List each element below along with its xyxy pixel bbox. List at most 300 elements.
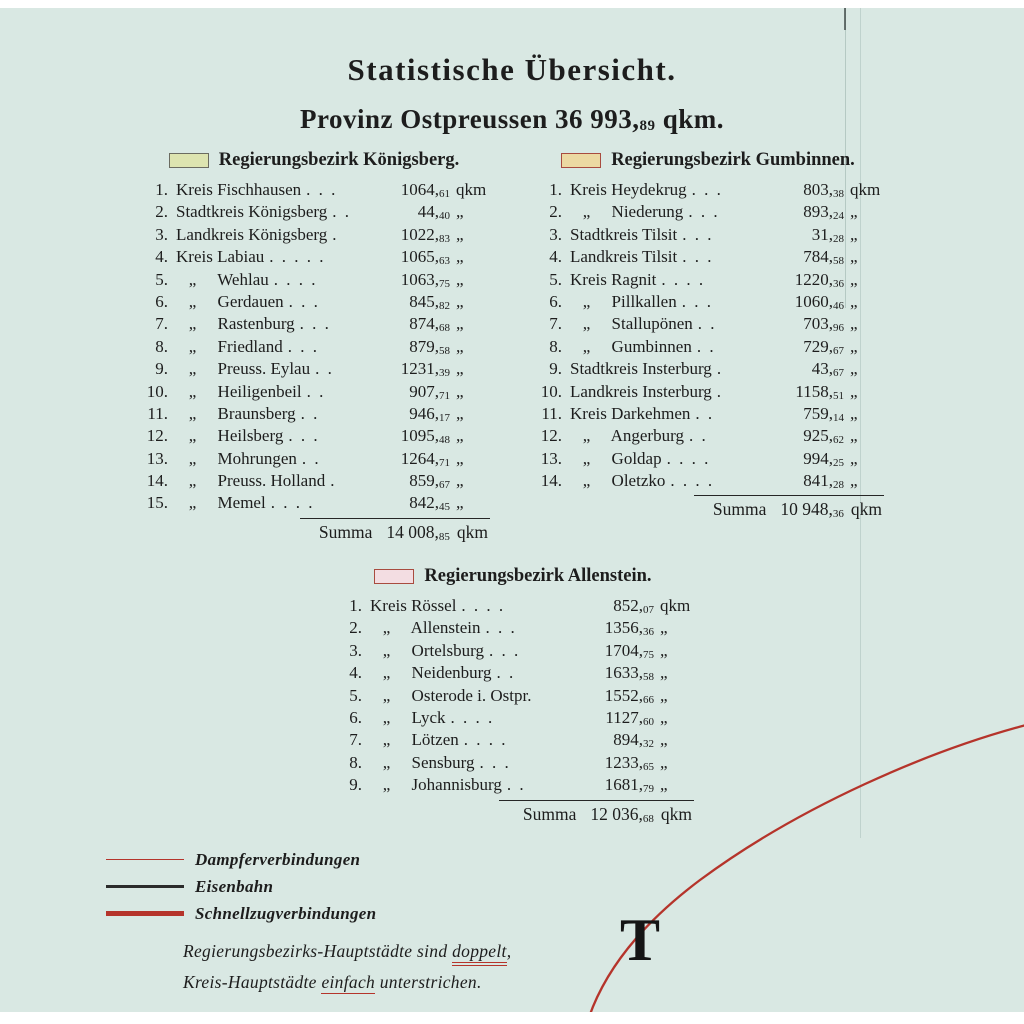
row-unit: „: [850, 336, 858, 356]
row-index: 2.: [155, 202, 168, 222]
row-name: Labiau: [217, 247, 265, 267]
row-unit: „: [660, 775, 668, 795]
row-index: 3.: [155, 224, 168, 244]
legend-label: Dampferverbindungen: [195, 849, 361, 869]
dot-leader: . .: [332, 202, 352, 222]
table-row: [138, 246, 490, 268]
row-index: 5.: [349, 685, 362, 705]
row-label: [570, 246, 772, 268]
table-row: [332, 617, 694, 639]
row-name: Sensburg: [411, 752, 475, 772]
row-area-value: 803,38: [803, 180, 844, 200]
row-label: [176, 224, 378, 246]
row-name: Heiligenbeil: [217, 381, 302, 401]
table-row: [532, 201, 884, 223]
table-row: [532, 179, 884, 201]
row-area-value: 43,67: [811, 359, 844, 380]
section-header-allenstein: [332, 566, 694, 587]
map-legend: [106, 846, 376, 927]
table-row: [138, 336, 490, 358]
row-index: 5.: [155, 269, 168, 289]
dot-leader: . . . .: [461, 596, 506, 615]
district-rows: [332, 595, 694, 797]
row-index: 9.: [349, 775, 362, 795]
row-area-value: 879,58: [409, 336, 450, 357]
row-name: Lötzen: [411, 730, 459, 750]
row-index: 1.: [155, 180, 168, 199]
section-header-gumbinnen: [532, 150, 884, 171]
row-prefix: „: [370, 618, 408, 638]
row-unit: „: [456, 471, 464, 491]
row-index: 6.: [349, 707, 362, 727]
row-index: 3.: [549, 224, 562, 244]
steamship-line-icon: [106, 859, 184, 861]
dot-leader: . . .: [488, 640, 521, 660]
row-name: Insterburg: [642, 359, 712, 379]
row-name: Stallupönen: [611, 314, 693, 334]
row-label: [176, 336, 378, 358]
table-row: [532, 336, 884, 358]
row-prefix: „: [176, 381, 214, 401]
summa-gumbinnen: [532, 495, 884, 520]
table-row: [532, 224, 884, 246]
row-index: 6.: [549, 291, 562, 311]
row-name: Lyck: [411, 707, 446, 727]
row-label: [370, 729, 582, 751]
table-row: [138, 492, 490, 514]
row-label: [370, 617, 582, 639]
row-index: 4.: [349, 663, 362, 683]
row-prefix: Kreis: [570, 403, 607, 423]
row-index: 8.: [155, 336, 168, 356]
row-index: 14.: [146, 471, 168, 491]
row-label: [570, 336, 772, 358]
table-row: [532, 425, 884, 447]
table-allenstein: [332, 566, 694, 825]
row-prefix: Kreis: [176, 180, 213, 199]
table-gumbinnen: [532, 150, 884, 520]
row-area-value: 1095,48: [400, 426, 450, 447]
row-prefix: Kreis: [370, 596, 407, 615]
row-unit: „: [660, 752, 668, 772]
dot-leader: . . .: [288, 291, 320, 311]
row-prefix: „: [570, 426, 608, 446]
row-area-value: 874,68: [409, 314, 450, 335]
row-label: [176, 291, 378, 313]
dot-leader: . .: [496, 663, 516, 683]
row-index: 3.: [349, 640, 362, 660]
dot-leader: . .: [688, 426, 708, 446]
table-row: [332, 707, 694, 729]
row-label: [370, 595, 582, 617]
row-area-value: 1060,46: [794, 291, 844, 312]
row-unit: „: [850, 403, 858, 423]
row-label: [176, 313, 378, 335]
dot-leader: .: [716, 381, 724, 401]
table-row: [138, 470, 490, 492]
dot-leader: . . . .: [450, 707, 495, 727]
row-label: [370, 685, 582, 707]
summa-text: Summa 12 036,68 qkm: [522, 803, 692, 825]
railway-line-icon: [106, 885, 184, 888]
row-prefix: „: [570, 291, 608, 311]
row-prefix: „: [370, 730, 408, 750]
row-label: [570, 269, 772, 291]
table-row: [138, 179, 490, 201]
row-name: Oletzko: [611, 471, 666, 491]
row-area-value: 946,17: [409, 403, 450, 424]
district-color-swatch: [561, 153, 601, 168]
row-name: Johannisburg: [411, 775, 502, 795]
row-unit: „: [660, 685, 668, 705]
row-label: [176, 358, 378, 380]
row-area-value: 1220,36: [794, 269, 844, 290]
row-label: [370, 662, 582, 684]
row-label: [370, 640, 582, 662]
table-row: [532, 403, 884, 425]
row-index: 15.: [146, 493, 168, 513]
row-label: [570, 358, 772, 380]
row-name: Ragnit: [611, 269, 657, 289]
row-unit: „: [456, 314, 464, 334]
row-unit: „: [456, 269, 464, 289]
row-label: [570, 470, 772, 492]
summa-rule: [300, 518, 490, 519]
table-koenigsberg: [138, 150, 490, 543]
row-area-value: 1633,58: [604, 663, 654, 684]
summa-text: Summa 14 008,85 qkm: [318, 521, 488, 543]
row-area-value: 893,24: [803, 202, 844, 223]
row-name: Heydekrug: [611, 180, 687, 199]
dot-leader: . . .: [682, 224, 714, 244]
row-index: 8.: [549, 336, 562, 356]
row-prefix: „: [370, 707, 408, 727]
row-label: [176, 492, 378, 514]
row-label: [570, 403, 772, 425]
row-area-value: 1233,65: [604, 752, 654, 773]
table-row: [332, 729, 694, 751]
row-area-value: 1065,63: [400, 247, 450, 268]
row-index: 4.: [155, 247, 168, 267]
page-title: Statistische Übersicht.: [347, 52, 677, 87]
legend-label: Eisenbahn: [195, 876, 274, 896]
table-row: [332, 640, 694, 662]
table-row: [532, 448, 884, 470]
row-unit: „: [660, 730, 668, 750]
row-area-value: 1681,79: [604, 775, 654, 796]
map-letter-t: T: [620, 907, 661, 973]
dot-leader: . . .: [287, 336, 319, 356]
dot-leader: . .: [506, 775, 526, 795]
dot-leader: .: [330, 471, 337, 491]
table-row: [138, 313, 490, 335]
row-unit: „: [850, 247, 858, 267]
subtitle-unit: qkm.: [662, 104, 725, 134]
row-prefix: Kreis: [570, 269, 607, 289]
row-index: 2.: [349, 618, 362, 638]
row-area-value: 1158,51: [795, 381, 844, 402]
table-row: [532, 381, 884, 403]
row-label: [570, 291, 772, 313]
dot-leader: . .: [300, 403, 320, 423]
row-index: 12.: [146, 426, 168, 446]
row-area-value: 759,14: [803, 403, 844, 424]
dot-leader: . . .: [691, 180, 723, 199]
dot-leader: .: [332, 224, 339, 244]
row-label: [570, 425, 772, 447]
dot-leader: . . .: [682, 247, 714, 267]
map-fold-tick: [844, 8, 846, 30]
row-unit: „: [850, 381, 858, 401]
row-label: [176, 448, 378, 470]
row-label: [370, 752, 582, 774]
legend-item-railway: [106, 873, 376, 900]
dot-leader: . . . .: [661, 269, 706, 289]
row-area-value: 845,82: [409, 291, 450, 312]
row-unit: „: [850, 269, 858, 289]
dot-leader: . . .: [485, 618, 517, 638]
row-label: [176, 246, 378, 268]
row-prefix: „: [370, 775, 408, 795]
table-row: [332, 685, 694, 707]
row-index: 7.: [155, 314, 168, 334]
row-label: [176, 381, 378, 403]
row-prefix: Kreis: [570, 180, 607, 199]
dot-leader: . . .: [288, 426, 320, 446]
dot-leader: . . .: [479, 752, 511, 772]
row-name: Gumbinnen: [611, 336, 692, 356]
summa-rule: [499, 800, 694, 801]
dot-leader: . . . . .: [269, 247, 326, 267]
row-prefix: „: [370, 640, 408, 660]
row-name: Neidenburg: [411, 663, 492, 683]
summa-koenigsberg: [138, 518, 490, 543]
legend-item-express: [106, 900, 376, 927]
row-unit: „: [850, 426, 858, 446]
row-prefix: „: [176, 359, 214, 379]
row-name: Wehlau: [217, 269, 269, 289]
row-label: [570, 224, 772, 246]
row-name: Rastenburg: [217, 314, 295, 334]
row-unit: „: [456, 381, 464, 401]
row-unit: „: [456, 291, 464, 311]
row-unit: „: [660, 618, 668, 638]
row-label: [570, 381, 772, 403]
row-label: [370, 707, 582, 729]
dot-leader: .: [716, 359, 724, 379]
row-area-value: 907,71: [409, 381, 450, 402]
row-prefix: „: [176, 269, 214, 289]
row-name: Ortelsburg: [411, 640, 484, 660]
row-unit: „: [456, 224, 464, 244]
row-area-value: 1356,36: [604, 618, 654, 639]
dot-leader: . . . .: [273, 269, 318, 289]
table-row: [332, 662, 694, 684]
row-area-value: 31,28: [811, 224, 844, 245]
row-unit: „: [456, 336, 464, 356]
row-label: [570, 179, 772, 201]
row-unit: „: [850, 448, 858, 468]
table-row: [138, 448, 490, 470]
row-index: 13.: [540, 448, 562, 468]
dot-leader: . .: [301, 448, 321, 468]
legend-item-steamship: [106, 846, 376, 873]
row-area-value: 994,25: [803, 448, 844, 469]
row-unit: „: [850, 291, 858, 311]
row-prefix: Stadtkreis: [570, 224, 638, 244]
row-label: [176, 470, 378, 492]
row-area-value: 1063,75: [400, 269, 450, 290]
row-name: Friedland: [217, 336, 283, 356]
row-name: Allenstein: [410, 618, 481, 638]
row-unit: „: [456, 359, 464, 379]
row-prefix: Kreis: [176, 247, 213, 267]
row-prefix: Landkreis: [570, 247, 638, 267]
dot-leader: . . .: [299, 314, 331, 334]
row-index: 2.: [549, 202, 562, 222]
row-index: 6.: [155, 291, 168, 311]
row-label: [176, 179, 378, 201]
row-prefix: „: [570, 336, 608, 356]
dot-leader: . . . .: [463, 730, 508, 750]
row-unit: „: [456, 493, 464, 513]
row-name: Niederung: [611, 202, 684, 222]
row-index: 11.: [147, 403, 168, 423]
row-label: [176, 269, 378, 291]
row-name: Osterode i. Ostpr.: [411, 685, 532, 705]
row-name: Goldap: [611, 448, 662, 468]
row-index: 4.: [549, 247, 562, 267]
table-row: [138, 224, 490, 246]
row-area-value: 842,45: [409, 493, 450, 514]
table-row: [332, 595, 694, 617]
dot-leader: . .: [315, 359, 334, 379]
row-name: Tilsit: [641, 224, 678, 244]
row-label: [570, 313, 772, 335]
table-row: [138, 358, 490, 380]
row-name: Darkehmen: [611, 403, 691, 423]
row-prefix: „: [176, 291, 214, 311]
row-name: Preuss. Eylau: [217, 359, 311, 379]
row-name: Fischhausen: [217, 180, 302, 199]
dot-leader: . . .: [688, 202, 720, 222]
subtitle-prefix: Provinz Ostpreussen: [299, 104, 548, 134]
row-name: Memel: [217, 493, 266, 513]
row-unit: „: [456, 202, 464, 222]
table-row: [532, 313, 884, 335]
row-unit: „: [456, 247, 464, 267]
row-prefix: Stadtkreis: [570, 359, 638, 379]
dot-leader: . .: [306, 381, 326, 401]
row-unit: „: [850, 471, 858, 491]
row-area-value: 1064,61: [400, 180, 450, 200]
table-row: [532, 246, 884, 268]
row-name: Pillkallen: [611, 291, 677, 311]
page-bottom-margin: [0, 1012, 1024, 1024]
row-prefix: „: [370, 685, 408, 705]
row-area-value: 1704,75: [604, 640, 654, 661]
row-prefix: „: [176, 471, 214, 491]
row-unit: „: [456, 426, 464, 446]
row-area-value: 784,58: [803, 247, 844, 268]
dot-leader: . . .: [681, 291, 713, 311]
row-prefix: „: [570, 448, 608, 468]
row-prefix: „: [176, 426, 214, 446]
row-name: Tilsit: [641, 247, 678, 267]
dot-leader: . .: [695, 403, 715, 423]
table-row: [532, 291, 884, 313]
single-underline-sample: einfach: [321, 972, 376, 992]
row-index: 1.: [349, 596, 362, 615]
row-area-value: 852,07: [613, 596, 654, 616]
row-index: 1.: [549, 180, 562, 199]
section-title: Regierungsbezirk Gumbinnen.: [611, 150, 855, 170]
row-prefix: „: [176, 403, 214, 423]
section-title: Regierungsbezirk Königsberg.: [218, 150, 460, 170]
row-area-value: 841,28: [803, 471, 844, 492]
row-index: 9.: [549, 359, 562, 379]
row-prefix: „: [176, 314, 214, 334]
district-rows: [138, 179, 490, 515]
row-index: 10.: [146, 381, 168, 401]
row-name: Rössel: [411, 596, 457, 615]
legend-label: Schnellzugverbindungen: [195, 903, 377, 923]
row-name: Gerdauen: [217, 291, 284, 311]
district-rows: [532, 179, 884, 492]
row-name: Braunsberg: [217, 403, 296, 423]
row-unit: qkm: [456, 180, 487, 199]
row-area-value: 1552,66: [604, 685, 654, 706]
row-area-value: 729,67: [803, 336, 844, 357]
row-name: Königsberg: [248, 202, 328, 222]
row-area-value: 703,96: [803, 314, 844, 335]
row-area-value: 44,40: [417, 202, 450, 223]
subtitle-area-value: 36 993,89: [555, 104, 656, 134]
row-name: Königsberg: [248, 224, 328, 244]
dot-leader: . . . .: [670, 471, 715, 491]
row-prefix: „: [370, 663, 408, 683]
row-prefix: „: [176, 336, 214, 356]
row-label: [176, 425, 378, 447]
row-name: Mohrungen: [217, 448, 297, 468]
row-area-value: 1231,39: [400, 359, 450, 380]
note-line-2: Kreis-Hauptstädte einfach unterstrichen.: [183, 972, 482, 992]
row-area-value: 925,62: [803, 426, 844, 447]
page-subtitle: [0, 104, 1024, 135]
table-row: [532, 358, 884, 380]
row-unit: „: [456, 403, 464, 423]
table-row: [532, 470, 884, 492]
row-name: Insterburg: [642, 381, 712, 401]
row-area-value: 1127,60: [605, 707, 654, 728]
section-header-koenigsberg: [138, 150, 490, 171]
table-row: [138, 291, 490, 313]
district-color-swatch: [169, 153, 209, 168]
row-prefix: „: [570, 471, 608, 491]
row-prefix: „: [370, 752, 408, 772]
row-area-value: 894,32: [613, 730, 654, 751]
dot-leader: . .: [696, 336, 716, 356]
row-name: Preuss. Holland: [217, 471, 326, 491]
dot-leader: . . .: [306, 180, 338, 199]
row-name: Angerburg: [610, 426, 684, 446]
table-row: [138, 269, 490, 291]
row-unit: „: [850, 202, 858, 222]
table-row: [138, 201, 490, 223]
row-prefix: „: [570, 202, 608, 222]
row-unit: „: [850, 314, 858, 334]
row-prefix: „: [176, 493, 214, 513]
